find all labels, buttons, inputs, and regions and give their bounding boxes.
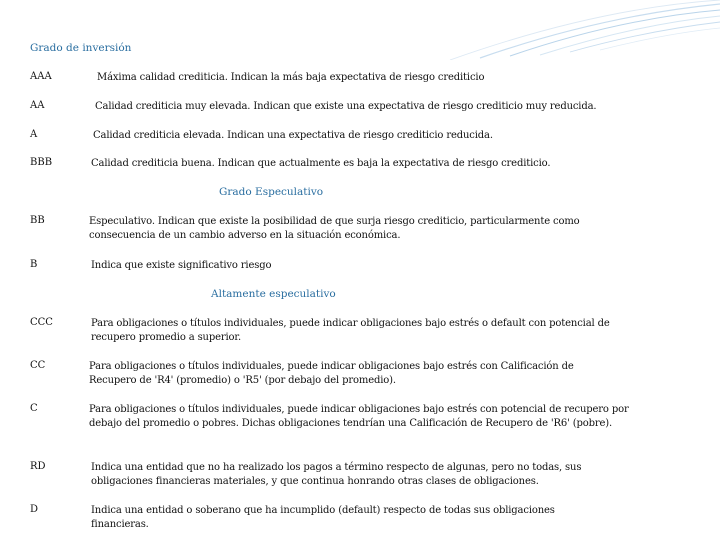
- rating-code: B: [30, 259, 38, 270]
- rating-code: C: [30, 403, 38, 414]
- rating-description: Para obligaciones o títulos individuales, puede indicar obligaciones bajo estrés o default con potencial de recupero promedio a superior.: [91, 318, 610, 343]
- rating-code: D: [30, 504, 39, 515]
- rating-description: Indica que existe significativo riesgo: [91, 260, 272, 271]
- rating-description: Calidad crediticia buena. Indican que actualmente es baja la expectativa de riesgo crediticio.: [91, 158, 551, 169]
- rating-description: Indica una entidad que no ha realizado los pagos a término respecto de algunas, pero no todas, sus obligaciones financieras materiales, y que continua honrando otras clases de obligaciones.: [91, 462, 582, 487]
- rating-code: BBB: [30, 157, 53, 168]
- rating-description: Indica una entidad o soberano que ha incumplido (default) respecto de todas sus obligaciones financieras.: [91, 505, 555, 530]
- section-title-highly-speculative: Altamente especulativo: [211, 288, 336, 300]
- section-title-speculative: Grado Especulativo: [219, 186, 324, 198]
- rating-description: Calidad crediticia elevada. Indican una expectativa de riesgo crediticio reducida.: [93, 130, 493, 141]
- rating-code: AA: [30, 100, 45, 111]
- rating-description: Especulativo. Indican que existe la posibilidad de que surja riesgo crediticio, particularmente como consecuencia de un cambio adverso en la situación económica.: [89, 216, 580, 241]
- rating-description: Para obligaciones o títulos individuales, puede indicar obligaciones bajo estrés con potencial de recupero por debajo del promedio o pobres. Dichas obligaciones tendrían una Calificación de Recupero de 'R6' (pobre).: [89, 404, 629, 429]
- rating-code: RD: [30, 461, 46, 472]
- rating-description: Calidad crediticia muy elevada. Indican que existe una expectativa de riesgo crediticio muy reducida.: [95, 101, 597, 112]
- rating-code: CCC: [30, 317, 53, 328]
- section-title-investment: Grado de inversión: [30, 42, 132, 54]
- rating-code: A: [30, 129, 38, 140]
- rating-code: BB: [30, 215, 45, 226]
- rating-code: CC: [30, 360, 46, 371]
- rating-description: Para obligaciones o títulos individuales, puede indicar obligaciones bajo estrés con Calificación de Recupero de 'R4' (promedio) o 'R5' (por debajo del promedio).: [89, 361, 574, 386]
- rating-description: Máxima calidad crediticia. Indican la más baja expectativa de riesgo crediticio: [97, 72, 485, 83]
- rating-code: AAA: [30, 71, 52, 82]
